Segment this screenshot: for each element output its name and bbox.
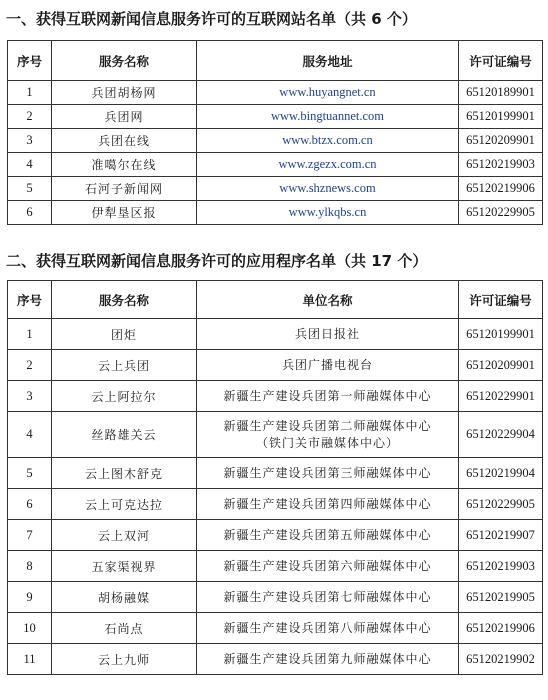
license-number: 65120189901 [459,81,543,105]
service-name: 云上图木舒克 [52,458,197,489]
header-service-address: 服务地址 [197,41,459,81]
unit-name [197,412,459,458]
table-row [8,129,543,153]
license-number: 65120219903 [459,551,543,582]
service-name: 云上兵团 [52,350,197,381]
unit-name [197,582,459,613]
table-row [8,489,543,520]
table-row [8,81,543,105]
service-name: 团炬 [52,319,197,350]
license-number: 65120199901 [459,319,543,350]
service-name: 云上九师 [52,644,197,675]
service-name: 丝路雄关云 [52,412,197,458]
header-service-name: 服务名称 [52,281,197,319]
license-number: 65120229901 [459,381,543,412]
row-number: 1 [8,319,52,350]
license-number: 65120199901 [459,105,543,129]
row-number: 6 [8,489,52,520]
service-name: 准噶尔在线 [52,153,197,177]
unit-name [197,489,459,520]
service-address [197,153,459,177]
table-row [8,644,543,675]
table-row [8,105,543,129]
license-number: 65120219903 [459,153,543,177]
service-address [197,129,459,153]
service-name: 伊犁垦区报 [52,201,197,225]
service-address [197,81,459,105]
row-number: 5 [8,177,52,201]
service-name: 胡杨融媒 [52,582,197,613]
unit-name-line: 新疆生产建设兵团第五师融媒体中心 [223,527,432,542]
row-number: 9 [8,582,52,613]
header-license-no: 许可证编号 [459,41,543,81]
unit-name [197,458,459,489]
header-license-no: 许可证编号 [459,281,543,319]
service-address [197,177,459,201]
unit-name-line: 新疆生产建设兵团第一师融媒体中心 [223,388,432,403]
table-row [8,551,543,582]
table-row [8,458,543,489]
table-header-row [8,281,543,319]
license-number: 65120229904 [459,412,543,458]
table-row [8,582,543,613]
unit-name-line-2: （铁门关市融媒体中心） [255,435,399,450]
unit-name-line: 兵团广播电视台 [281,357,373,372]
website-link[interactable]: www.zgezx.com.cn [278,157,377,171]
unit-name [197,551,459,582]
license-number: 65120219902 [459,644,543,675]
table-row [8,350,543,381]
unit-name-line: 新疆生产建设兵团第八师融媒体中心 [223,620,432,635]
service-name: 云上阿拉尔 [52,381,197,412]
section1-heading: 一、获得互联网新闻信息服务许可的互联网站名单（共 6 个） [6,10,417,28]
section2-heading: 二、获得互联网新闻信息服务许可的应用程序名单（共 17 个） [6,252,428,270]
unit-name [197,520,459,551]
row-number: 6 [8,201,52,225]
website-link[interactable]: www.ylkqbs.cn [288,205,367,219]
license-number: 65120219905 [459,582,543,613]
website-link[interactable]: www.shznews.com [279,181,376,195]
row-number: 5 [8,458,52,489]
table-row [8,613,543,644]
table-row [8,153,543,177]
row-number: 4 [8,412,52,458]
row-number: 2 [8,105,52,129]
unit-name [197,644,459,675]
service-name: 兵团网 [52,105,197,129]
service-name: 云上可克达拉 [52,489,197,520]
table-row [8,381,543,412]
unit-name [197,381,459,412]
row-number: 7 [8,520,52,551]
websites-table [7,40,543,225]
license-number: 65120219906 [459,177,543,201]
row-number: 10 [8,613,52,644]
table-row [8,520,543,551]
website-link[interactable]: www.bingtuannet.com [270,109,385,123]
service-name: 石尚点 [52,613,197,644]
unit-name-line: 新疆生产建设兵团第九师融媒体中心 [223,651,432,666]
service-name: 兵团在线 [52,129,197,153]
license-number: 65120229905 [459,201,543,225]
service-address [197,201,459,225]
license-number: 65120219907 [459,520,543,551]
row-number: 4 [8,153,52,177]
unit-name-line: 新疆生产建设兵团第四师融媒体中心 [223,496,432,511]
apps-table [7,280,543,675]
table-row [8,319,543,350]
header-no: 序号 [8,281,52,319]
service-name: 云上双河 [52,520,197,551]
unit-name-line: 新疆生产建设兵团第六师融媒体中心 [223,558,432,573]
service-address [197,105,459,129]
license-number: 65120209901 [459,129,543,153]
unit-name-line: 新疆生产建设兵团第七师融媒体中心 [223,589,432,604]
license-number: 65120219904 [459,458,543,489]
unit-name [197,319,459,350]
row-number: 11 [8,644,52,675]
unit-name-line: 新疆生产建设兵团第二师融媒体中心 [223,418,432,433]
license-number: 65120229905 [459,489,543,520]
header-unit-name: 单位名称 [197,281,459,319]
license-number: 65120219906 [459,613,543,644]
header-no: 序号 [8,41,52,81]
table-row [8,201,543,225]
unit-name [197,613,459,644]
service-name: 兵团胡杨网 [52,81,197,105]
unit-name [197,350,459,381]
service-name: 石河子新闻网 [52,177,197,201]
license-number: 65120209901 [459,350,543,381]
header-service-name: 服务名称 [52,41,197,81]
row-number: 2 [8,350,52,381]
unit-name-line: 新疆生产建设兵团第三师融媒体中心 [223,465,432,480]
row-number: 8 [8,551,52,582]
row-number: 1 [8,81,52,105]
service-name: 五家渠视界 [52,551,197,582]
table-row [8,177,543,201]
website-link[interactable]: www.btzx.com.cn [282,133,373,147]
table-row [8,412,543,458]
unit-name-line: 兵团日报社 [294,326,360,341]
row-number: 3 [8,381,52,412]
table-header-row [8,41,543,81]
row-number: 3 [8,129,52,153]
website-link[interactable]: www.huyangnet.cn [279,85,376,99]
